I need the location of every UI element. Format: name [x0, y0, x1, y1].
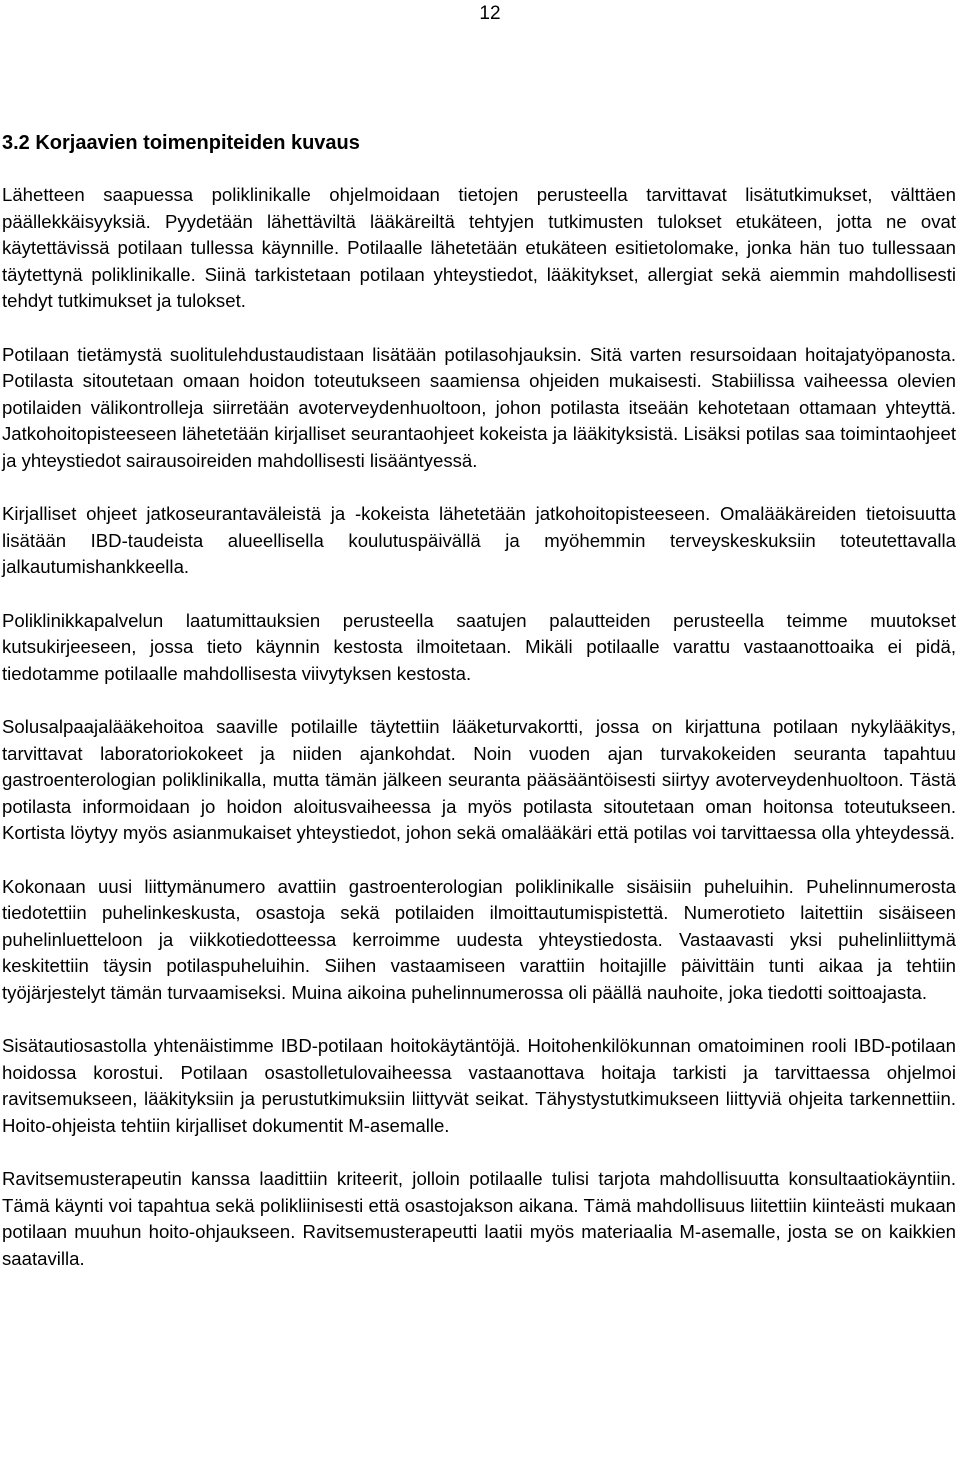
- paragraph-medication-card: Solusalpaajalääkehoitoa saaville potilaille täytettiin lääketurvakortti, jossa on kirjattuna potilaan nykylääkitys, tarvittavat laboratoriokokeet ja niiden ajankohdat. Noin vuoden ajan turvakokeiden seuranta tapahtuu gastroenterologian poliklinikalla, mutta tämän jälkeen seuranta pääsääntöisesti siirtyy avoterveydenhuoltoon. Tästä potilasta informoidaan jo hoidon aloitusvaiheessa ja myös potilasta sitoutetaan oman hoitonsa toteutukseen. Kortista löytyy myös asianmukaiset yhteystiedot, johon sekä omalääkäri että potilas voi tarvittaessa olla yhteydessä.: [2, 716, 956, 843]
- paragraph-phone-number: Kokonaan uusi liittymänumero avattiin gastroenterologian poliklinikalle sisäisiin puheluihin. Puhelinnumerosta tiedotettiin puhelinkeskusta, osastoja sekä potilaiden ilmoittautumispistettä. Numerotieto laitettiin sisäiseen puhelinluetteloon ja viikkotiedotteessa kerroimme uudesta yhteystiedosta. Vastaavasti yksi puhelinliittymä keskitettiin täysin potilaspuheluihin. Siihen vastaamiseen varattiin hoitajille päivittäin tunti aikaa ja tehtiin työjärjestelyt tämän turvaamiseksi. Muina aikoina puhelinnumerossa oli päällä nauhoite, joka tiedotti soittoajasta.: [2, 875, 956, 1003]
- paragraph-quality-feedback: Poliklinikkapalvelun laatumittauksien perusteella saatujen palautteiden perusteella teimme muutokset kutsukirjeeseen, jossa tieto käynnin kestosta ilmoitetaan. Mikäli potilaalle varattu vastaanottoaika ei pidä, tiedotamme potilaalle mahdollisesta viivytyksen kestosta.: [2, 609, 956, 684]
- body-text: [2, 182, 956, 1299]
- paragraph-referral-arrival: Lähetteen saapuessa poliklinikalle ohjelmoidaan tietojen perusteella tarvittavat lisätutkimukset, välttäen päällekkäisyyksiä. Pyydetään lähettäviltä lääkäreiltä tehtyjen tutkimusten tulokset etukäteen, jotta ne ovat käytettävissä potilaan tullessa käynnille. Potilaalle lähetetään etukäteen esitietolomake, jonka hän tuo tullessaan täytettynä poliklinikalle. Siinä tarkistetaan potilaan yhteystiedot, lääkitykset, allergiat sekä aiemmin mahdollisesti tehdyt tutkimukset ja tulokset.: [2, 184, 956, 311]
- paragraph-follow-up-instructions: Kirjalliset ohjeet jatkoseurantaväleistä ja -kokeista lähetetään jatkohoitopisteeseen. Omalääkäreiden tietoisuutta lisätään IBD-taudeista alueellisella koulutuspäivällä ja myöhemmin terveyskeskuksiin toteutettavalla jalkautumishankkeella.: [2, 503, 956, 577]
- section-heading: 3.2 Korjaavien toimenpiteiden kuvaus: [2, 132, 360, 154]
- page-number: 12: [479, 3, 501, 24]
- paragraph-nutrition-therapist: Ravitsemusterapeutin kanssa laadittiin kriteerit, jolloin potilaalle tulisi tarjota mahdollisuutta konsultaatiokäyntiin. Tämä käynti voi tapahtua sekä polikliinisesti että osastojakson aikana. Tämä mahdollisuus liitettiin kiinteästi mukaan potilaan muuhun hoito-ohjaukseen. Ravitsemusterapeutti laatii myös materiaalia M-asemalle, josta se on kaikkien saatavilla.: [2, 1168, 956, 1269]
- paragraph-ward-practices: Sisätautiosastolla yhtenäistimme IBD-potilaan hoitokäytäntöjä. Hoitohenkilökunnan omatoiminen rooli IBD-potilaan hoidossa korostui. Potilaan osastolletulovaiheessa vastaanottava hoitaja tarkisti ja tarvittaessa ohjelmoi ravitsemukseen, lääkityksiin ja perustutkimuksiin liittyvät seikat. Tähystystutkimukseen liittyviä ohjeita tarkennettiin. Hoito-ohjeista tehtiin kirjalliset dokumentit M-asemalle.: [2, 1035, 956, 1136]
- paragraph-patient-education: Potilaan tietämystä suolitulehdustaudistaan lisätään potilasohjauksin. Sitä varten resursoidaan hoitajatyöpanosta. Potilasta sitoutetaan omaan hoidon toteutukseen saamiensa ohjeiden mukaisesti. Stabiilissa vaiheessa olevien potilaiden välikontrolleja siirretään avoterveydenhuoltoon, johon potilasta itseään kehotetaan ottamaan yhteyttä. Jatkohoitopisteeseen lähetetään kirjalliset seurantaohjeet kokeista ja lääkityksistä. Lisäksi potilas saa toimintaohjeet ja yhteystiedot sairausoireiden mahdollisesti lisääntyessä.: [2, 343, 956, 471]
